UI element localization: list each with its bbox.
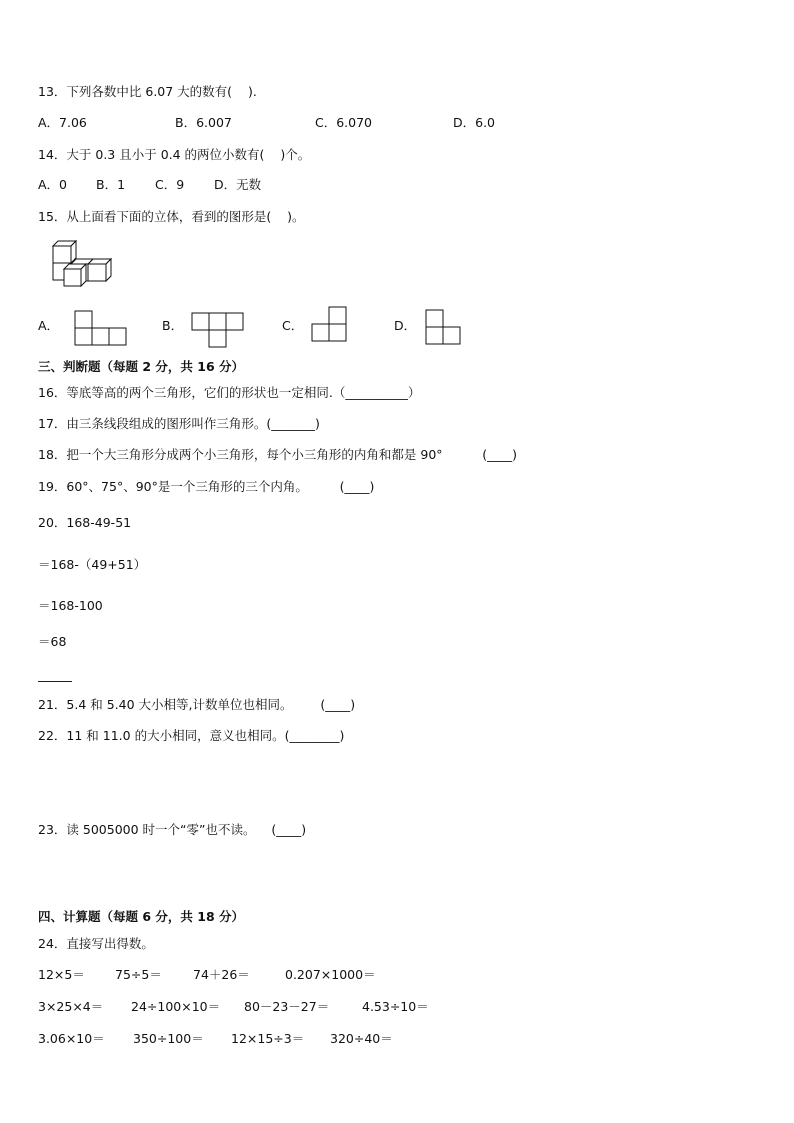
- q14-option-b: B．1: [96, 177, 126, 192]
- section-3-heading: 三、判断题（每题 2 分，共 16 分）: [38, 359, 245, 374]
- calc-r2-c1: 3×25×4＝: [38, 999, 104, 1014]
- question-15-stem: 15．从上面看下面的立体，看到的图形是( )。: [38, 209, 305, 224]
- section-4-heading: 四、计算题（每题 6 分，共 18 分）: [38, 909, 245, 924]
- q15-option-b: B．: [162, 318, 184, 333]
- question-18: 18．把一个大三角形分成两个小三角形，每个小三角形的内角和都是 90° (____): [38, 447, 518, 462]
- question-13-stem: 13．下列各数中比 6.07 大的数有( ).: [38, 84, 257, 99]
- q15-option-b-figure: [191, 312, 245, 348]
- q13-option-d: D．6.0: [453, 115, 496, 130]
- question-24-stem: 24．直接写出得数。: [38, 936, 154, 951]
- q15-option-c: C．: [282, 318, 304, 333]
- question-19: 19．60°、75°、90°是一个三角形的三个内角。 (____): [38, 479, 375, 494]
- calc-r1-c1: 12×5＝: [38, 967, 85, 982]
- calc-r1-c3: 74＋26＝: [193, 967, 250, 982]
- q15-option-d-figure: [425, 309, 463, 345]
- q13-option-b: B．6.007: [175, 115, 232, 130]
- q14-option-c: C．9: [155, 177, 185, 192]
- calc-r3-c3: 12×15÷3＝: [231, 1031, 305, 1046]
- q15-option-d: D．: [394, 318, 417, 333]
- calc-r2-c4: 4.53÷10＝: [362, 999, 429, 1014]
- calc-r1-c4: 0.207×1000＝: [285, 967, 376, 982]
- question-21: 21．5.4 和 5.40 大小相等,计数单位也相同。 (____): [38, 697, 356, 712]
- calc-r2-c2: 24÷100×10＝: [131, 999, 221, 1014]
- question-16: 16．等底等高的两个三角形，它们的形状也一定相同.（__________）: [38, 385, 421, 400]
- question-14-stem: 14．大于 0.3 且小于 0.4 的两位小数有( )个。: [38, 147, 311, 162]
- calc-r1-c2: 75÷5＝: [115, 967, 162, 982]
- question-20-line-4: ＝68: [38, 634, 67, 649]
- question-22: 22．11 和 11.0 的大小相同，意义也相同。(________): [38, 728, 345, 743]
- question-20-line-2: ＝168-（49+51）: [38, 557, 147, 572]
- question-20-line-1: 20．168-49-51: [38, 515, 132, 530]
- q15-option-c-figure: [311, 306, 349, 342]
- calc-r3-c1: 3.06×10＝: [38, 1031, 105, 1046]
- calc-r3-c2: 350÷100＝: [133, 1031, 204, 1046]
- question-20-answer-blank: [38, 681, 72, 682]
- q15-option-a-figure: [74, 310, 128, 346]
- calc-r3-c4: 320÷40＝: [330, 1031, 393, 1046]
- q14-option-a: A．0: [38, 177, 68, 192]
- question-17: 17．由三条线段组成的图形叫作三角形。(_______): [38, 416, 320, 431]
- q14-option-d: D．无数: [214, 177, 262, 192]
- question-20-line-3: ＝168-100: [38, 598, 103, 613]
- cube-solid-figure: [50, 240, 114, 290]
- question-23: 23．读 5005000 时一个“零”也不读。 (____): [38, 822, 307, 837]
- q13-option-c: C．6.070: [315, 115, 373, 130]
- q15-option-a: A．: [38, 318, 60, 333]
- q13-option-a: A．7.06: [38, 115, 87, 130]
- calc-r2-c3: 80－23－27＝: [244, 999, 330, 1014]
